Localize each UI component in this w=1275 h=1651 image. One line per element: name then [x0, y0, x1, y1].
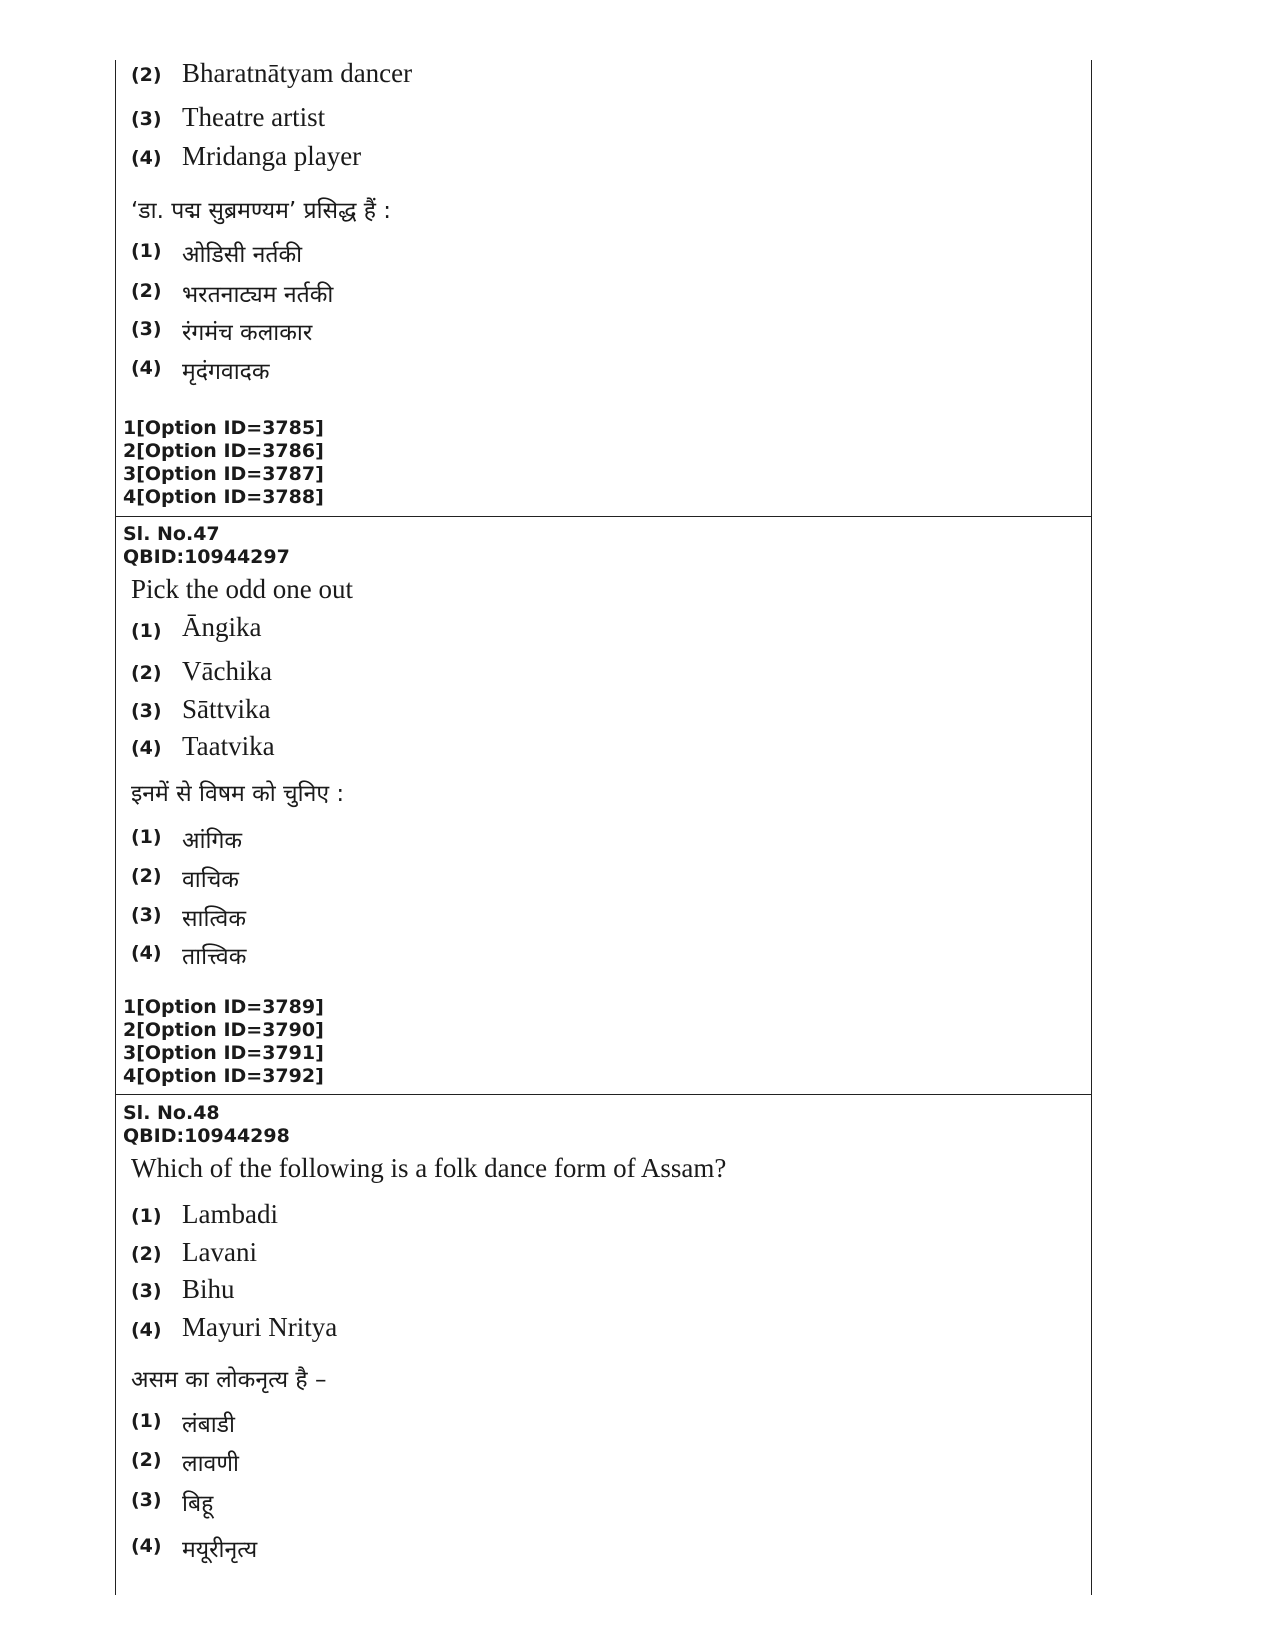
option-number: (4) [131, 1319, 162, 1341]
option-number: (4) [131, 737, 162, 759]
option-number: (3) [131, 700, 162, 722]
option-text-hi: रंगमंच कलाकार [182, 320, 313, 346]
option-number: (3) [131, 904, 162, 926]
option-text-en: Lambadi [182, 1199, 278, 1229]
option-number: (1) [131, 620, 162, 642]
option-text-en: Lavani [182, 1237, 257, 1267]
question-stem-en: Which of the following is a folk dance form of Assam? [131, 1153, 727, 1183]
row-divider [115, 516, 1092, 517]
option-number: (4) [131, 1535, 162, 1557]
option-number: (1) [131, 826, 162, 848]
serial-number: Sl. No.47 [123, 523, 220, 545]
option-id: 2[Option ID=3786] [123, 440, 324, 462]
option-text-hi: ओडिसी नर्तकी [182, 242, 303, 268]
option-text-hi: बिहू [182, 1491, 214, 1517]
option-number: (2) [131, 280, 162, 302]
option-text-en: Bharatnātyam dancer [182, 58, 413, 88]
option-text-en: Theatre artist [182, 102, 326, 132]
option-text-en: Sāttvika [182, 694, 271, 724]
question-bank-id: QBID:10944297 [123, 546, 290, 568]
option-id: 1[Option ID=3789] [123, 996, 324, 1018]
option-id: 4[Option ID=3792] [123, 1065, 324, 1087]
option-text-hi: आंगिक [182, 828, 243, 854]
option-text-hi: लंबाडी [182, 1412, 235, 1438]
option-text-en: Vāchika [182, 656, 272, 686]
option-number: (2) [131, 662, 162, 684]
option-number: (2) [131, 865, 162, 887]
option-text-en: Taatvika [182, 731, 275, 761]
option-text-hi: मयूरीनृत्य [182, 1537, 258, 1563]
option-text-hi: मृदंगवादक [182, 359, 270, 385]
question-bank-id: QBID:10944298 [123, 1125, 290, 1147]
row-divider [115, 1094, 1092, 1095]
option-text-en: Mayuri Nritya [182, 1312, 338, 1342]
option-number: (3) [131, 108, 162, 130]
option-text-en: Mridanga player [182, 141, 362, 171]
option-number: (4) [131, 942, 162, 964]
option-number: (3) [131, 1489, 162, 1511]
option-text-hi: लावणी [182, 1451, 239, 1477]
option-text-hi: भरतनाट्यम नर्तकी [182, 282, 334, 308]
option-id: 2[Option ID=3790] [123, 1019, 324, 1041]
option-id: 4[Option ID=3788] [123, 486, 324, 508]
option-number: (4) [131, 147, 162, 169]
question-stem-hi: असम का लोकनृत्य है – [131, 1367, 327, 1393]
option-number: (2) [131, 64, 162, 86]
option-id: 3[Option ID=3791] [123, 1042, 324, 1064]
option-text-en: Bihu [182, 1274, 235, 1304]
option-text-hi: वाचिक [182, 867, 239, 893]
option-number: (3) [131, 318, 162, 340]
question-stem-hi: ‘डा. पद्म सुब्रमण्यम’ प्रसिद्ध हैं : [131, 198, 392, 224]
option-number: (3) [131, 1280, 162, 1302]
option-number: (2) [131, 1449, 162, 1471]
option-text-hi: तात्त्विक [182, 944, 247, 970]
serial-number: Sl. No.48 [123, 1102, 220, 1124]
option-number: (4) [131, 357, 162, 379]
option-number: (1) [131, 1205, 162, 1227]
option-id: 3[Option ID=3787] [123, 463, 324, 485]
option-text-en: Āngika [182, 612, 262, 642]
option-number: (1) [131, 1410, 162, 1432]
option-text-hi: सात्विक [182, 906, 247, 932]
option-number: (1) [131, 240, 162, 262]
option-number: (2) [131, 1243, 162, 1265]
question-stem-hi: इनमें से विषम को चुनिए : [131, 781, 345, 807]
question-stem-en: Pick the odd one out [131, 574, 353, 604]
option-id: 1[Option ID=3785] [123, 417, 324, 439]
